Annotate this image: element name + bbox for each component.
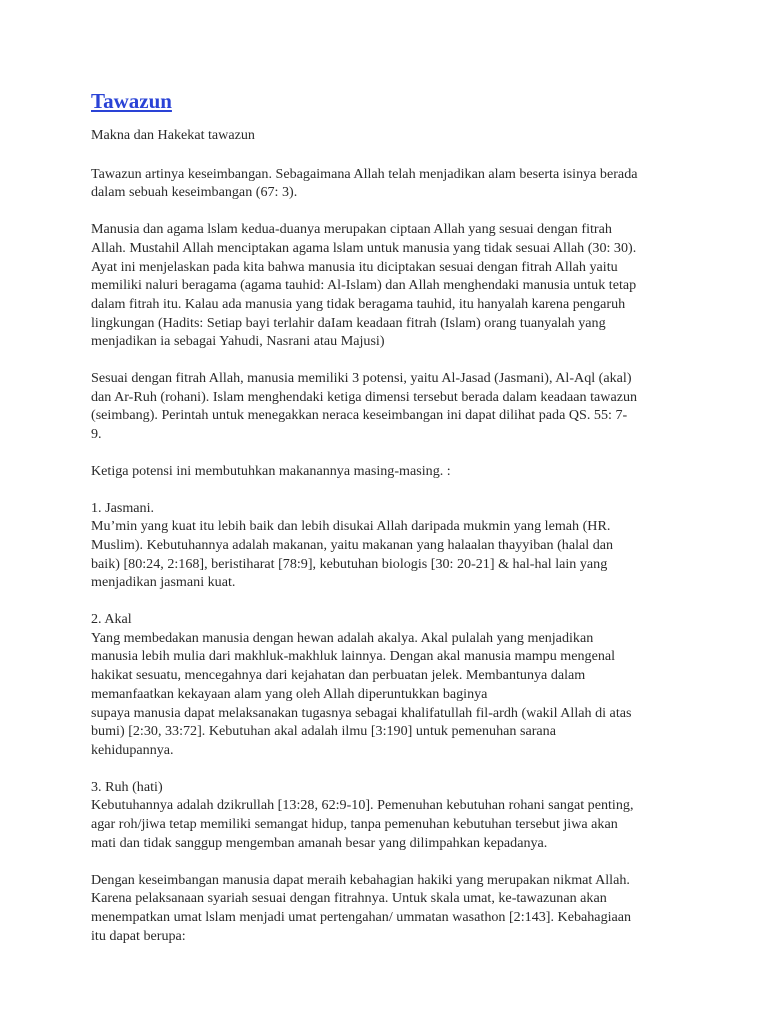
text-line: dalam sebuah keseimbangan (67: 3). bbox=[91, 184, 298, 201]
text-line: (seimbang). Perintah untuk menegakkan neraca keseimbangan ini dapat dilihat pada QS. 55: 7- bbox=[91, 407, 628, 424]
text-line: baik) [80:24, 2:168], beristiharat [78:9], kebutuhan biologis [30: 20-21] & hal-hal lain yang bbox=[91, 555, 608, 572]
text-line: bumi) [2:30, 33:72]. Kebutuhan akal adalah ilmu [3:190] untuk pemenuhan sarana bbox=[91, 723, 556, 740]
text-line: kehidupannya. bbox=[91, 741, 174, 758]
text-line: Ayat ini menjelaskan pada kita bahwa manusia itu diciptakan sesuai dengan fitrah Allah yaitu bbox=[91, 258, 618, 275]
body-paragraph bbox=[91, 462, 687, 481]
text-line: supaya manusia dapat melaksanakan tugasnya sebagai khalifatullah fil-ardh (wakil Allah di atas bbox=[91, 704, 632, 721]
text-line: 2. Akal bbox=[91, 611, 132, 628]
body-paragraph bbox=[91, 220, 687, 351]
text-line: Dengan keseimbangan manusia dapat meraih kebahagian hakiki yang merupakan nikmat Allah. bbox=[91, 871, 630, 888]
text-line: hakikat sesuatu, mencegahnya dari kejahatan dan perbuatan jelek. Membantunya dalam bbox=[91, 667, 586, 684]
text-line: agar roh/jiwa tetap memiliki semangat hidup, tanpa pemenuhan kebutuhan tersebut jiwa akan bbox=[91, 816, 618, 833]
text-line: dan Ar-Ruh (rohani). Islam menghendaki ketiga dimensi tersebut berada dalam keadaan tawazun bbox=[91, 388, 638, 405]
text-line: 3. Ruh (hati) bbox=[91, 778, 163, 795]
document-page bbox=[91, 88, 687, 963]
body-paragraph bbox=[91, 610, 687, 760]
text-line: Kebutuhannya adalah dzikrullah [13:28, 62:9-10]. Pemenuhan kebutuhan rohani sangat penting, bbox=[91, 797, 634, 814]
text-line: memiliki naluri beragama (agama tauhid: Al-Islam) dan Allah menghendaki manusia untuk tetap bbox=[91, 277, 637, 294]
text-line: manusia lebih mulia dari makhluk-makhluk lainnya. Dengan akal manusia mampu mengenal bbox=[91, 648, 616, 665]
text-line: Manusia dan agama lslam kedua-duanya merupakan ciptaan Allah yang sesuai dengan fitrah bbox=[91, 221, 612, 238]
text-line: Mu’min yang kuat itu lebih baik dan lebih disukai Allah daripada mukmin yang lemah (HR. bbox=[91, 518, 611, 535]
text-line: dalam fitrah itu. Kalau ada manusia yang tidak beragama tauhid, itu hanyalah karena pengaruh bbox=[91, 295, 626, 312]
body-paragraph bbox=[91, 871, 687, 946]
text-line: menempatkan umat lslam menjadi umat pertengahan/ ummatan wasathon [2:143]. Kebahagiaan bbox=[91, 908, 632, 925]
text-line: 9. bbox=[91, 426, 102, 443]
text-line: menjadikan ia sebagai Yahudi, Nasrani atau Majusi) bbox=[91, 333, 385, 350]
text-line: Allah. Mustahil Allah menciptakan agama lslam untuk manusia yang tidak sesuai Allah (30: 30). bbox=[91, 239, 637, 256]
subtitle-paragraph bbox=[91, 126, 687, 145]
text-line: lingkungan (Hadits: Setiap bayi terlahir daIam keadaan fitrah (Islam) orang tuanyalah yang bbox=[91, 314, 606, 331]
text-line: mati dan tidak sanggup mengemban amanah besar yang dilimpahkan kepadanya. bbox=[91, 834, 548, 851]
text-line: Muslim). Kebutuhannya adalah makanan, yaitu makanan yang halaalan thayyiban (halal dan bbox=[91, 536, 614, 553]
page-title-link[interactable]: Tawazun bbox=[91, 89, 172, 113]
text-line: memanfaatkan kekayaan alam yang oleh Allah diperuntukkan baginya bbox=[91, 685, 488, 702]
text-line: Sesuai dengan fitrah Allah, manusia memiliki 3 potensi, yaitu Al-Jasad (Jasmani), Al-Aql (akal) bbox=[91, 370, 632, 387]
text-line: Karena pelaksanaan syariah sesuai dengan fitrahnya. Untuk skala umat, ke-tawazunan akan bbox=[91, 890, 607, 907]
text-line: 1. Jasmani. bbox=[91, 499, 155, 516]
text-line: Makna dan Hakekat tawazun bbox=[91, 127, 255, 143]
body-paragraph bbox=[91, 165, 687, 202]
document-body bbox=[91, 126, 687, 945]
body-paragraph bbox=[91, 369, 687, 444]
text-line: itu dapat berupa: bbox=[91, 927, 186, 944]
body-paragraph bbox=[91, 499, 687, 593]
text-line: menjadikan jasmani kuat. bbox=[91, 574, 236, 591]
text-line: Tawazun artinya keseimbangan. Sebagaimana Allah telah menjadikan alam beserta isinya berada bbox=[91, 165, 638, 182]
text-line: Ketiga potensi ini membutuhkan makanannya masing-masing. : bbox=[91, 462, 451, 479]
text-line: Yang membedakan manusia dengan hewan adalah akalya. Akal pulalah yang menjadikan bbox=[91, 629, 594, 646]
body-paragraph bbox=[91, 778, 687, 853]
